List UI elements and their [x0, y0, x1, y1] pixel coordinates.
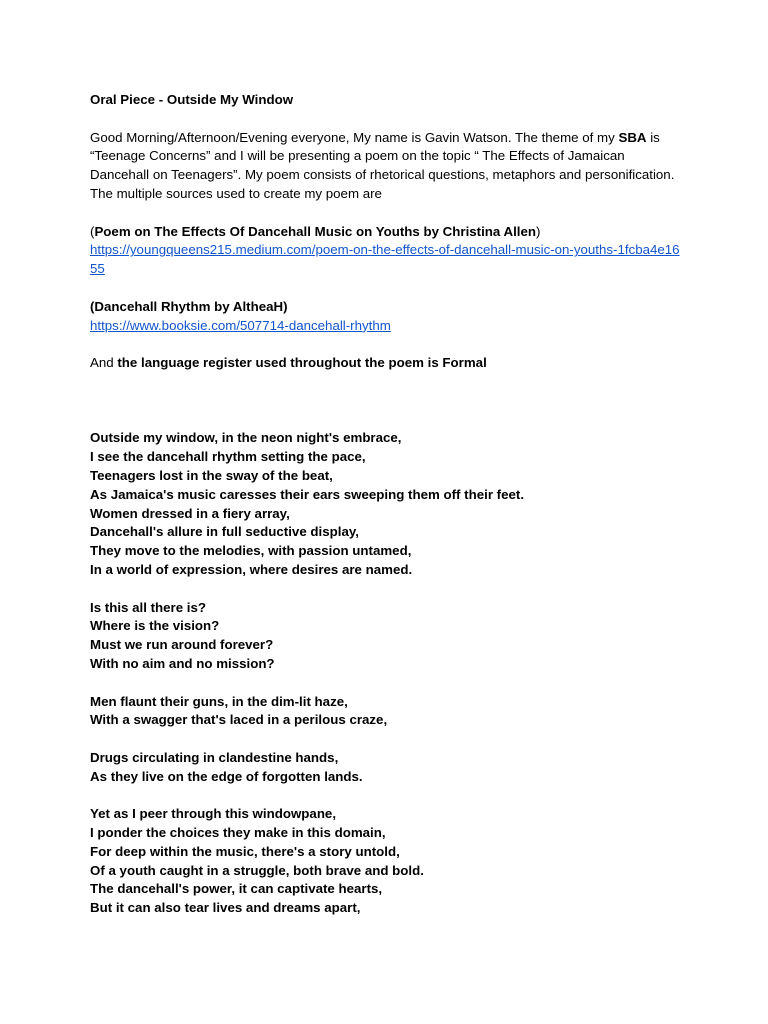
poem-line: For deep within the music, there's a story untold,: [90, 843, 400, 859]
intro-paragraph: [90, 129, 680, 204]
poem-line: Of a youth caught in a struggle, both brave and bold.: [90, 862, 424, 878]
document-page: [90, 91, 680, 918]
poem-line: They move to the melodies, with passion untamed,: [90, 543, 412, 559]
poem-stanza-1: [90, 429, 680, 579]
register-prefix: And: [90, 355, 118, 371]
source-1-title-text: Poem on The Effects Of Dancehall Music on Youths by Christina Allen: [94, 223, 537, 239]
poem-stanza-4: [90, 749, 680, 787]
poem-line: Is this all there is?: [90, 599, 207, 615]
poem-line: The dancehall's power, it can captivate hearts,: [90, 881, 383, 897]
poem-line: But it can also tear lives and dreams apart,: [90, 900, 361, 916]
intro-text-2: is “Teenage Concerns” and I will be presenting a poem on the topic “ The Effects of Jamaican Dancehall on Teenagers”. My poem consists of rhetorical questions, metaphors and personification. The multiple sources used to create my poem are: [90, 129, 675, 201]
poem-line: Men flaunt their guns, in the dim-lit haze,: [90, 693, 348, 709]
poem-line: Yet as I peer through this windowpane,: [90, 806, 337, 822]
poem-line: As Jamaica's music caresses their ears sweeping them off their feet.: [90, 486, 525, 502]
poem-line: Teenagers lost in the sway of the beat,: [90, 467, 333, 483]
intro-text-1: Good Morning/Afternoon/Evening everyone, My name is Gavin Watson. The theme of my: [90, 129, 619, 145]
poem-stanza-2: [90, 599, 680, 674]
intro-sba: SBA: [618, 129, 647, 145]
poem-line: With a swagger that's laced in a perilous craze,: [90, 712, 388, 728]
register-line: [90, 354, 680, 373]
poem-stanza-5: [90, 805, 680, 918]
poem-line: Must we run around forever?: [90, 637, 274, 653]
poem-line: Where is the vision?: [90, 618, 220, 634]
poem-line: Dancehall's allure in full seductive display,: [90, 524, 359, 540]
poem-line: I ponder the choices they make in this domain,: [90, 825, 386, 841]
source-1-title: [90, 223, 680, 242]
poem-line: In a world of expression, where desires are named.: [90, 561, 413, 577]
poem-line: Drugs circulating in clandestine hands,: [90, 749, 339, 765]
register-bold: the language register used throughout the poem is Formal: [117, 355, 487, 371]
source-1-open: (: [90, 223, 95, 239]
document-title: Oral Piece - Outside My Window: [90, 92, 294, 107]
source-1-close: ): [536, 223, 541, 239]
poem-line: As they live on the edge of forgotten lands.: [90, 768, 363, 784]
source-2-title: (Dancehall Rhythm by AltheaH): [90, 298, 288, 314]
source-1-link[interactable]: https://youngqueens215.medium.com/poem-on-the-effects-of-dancehall-music-on-youths-1fcba4e1655: [90, 242, 680, 277]
source-2-link[interactable]: https://www.booksie.com/507714-dancehall-rhythm: [90, 317, 391, 333]
poem-line: With no aim and no mission?: [90, 655, 275, 671]
poem-line: I see the dancehall rhythm setting the pace,: [90, 449, 366, 465]
poem-line: Outside my window, in the neon night's embrace,: [90, 430, 402, 446]
poem-line: Women dressed in a fiery array,: [90, 505, 290, 521]
poem-stanza-3: [90, 693, 680, 731]
poem: [90, 429, 680, 918]
